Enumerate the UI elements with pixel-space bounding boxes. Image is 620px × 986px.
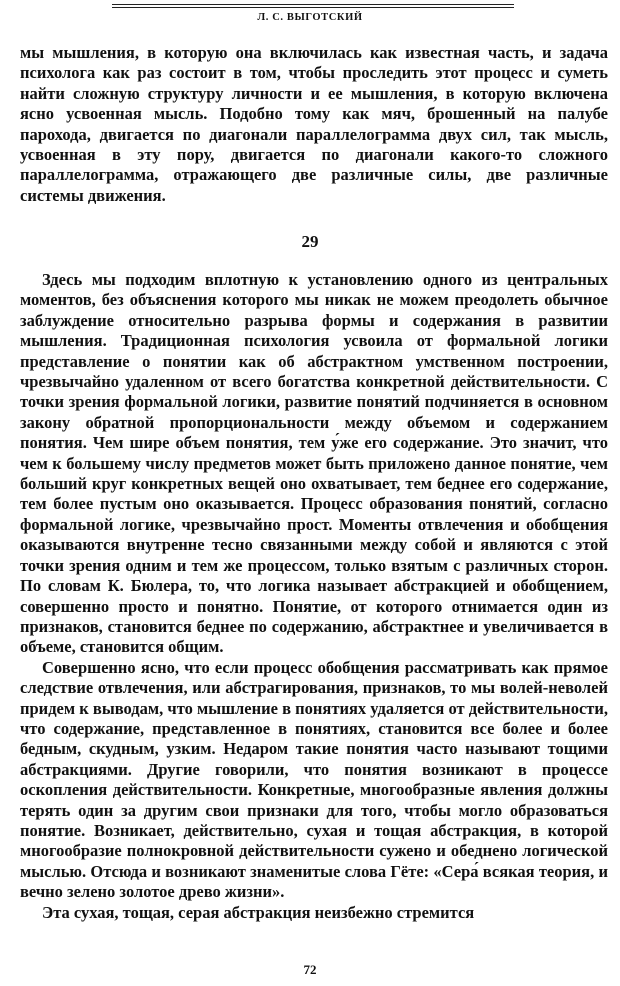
paragraph-continued: мы мышления, в которую она включилась как известная часть, и задача психолога как раз состоит в том, чтобы проследить этот процесс и суметь найти сложную структуру личности и ее мышления, в которую включена ясно усвоенная мысль. Подобно тому как мяч, брошенный на палубе парохода, двигается по диагонали параллелограмма двух сил, так мысль, усвоенная в эту пору, двигается по диагонали какого-то сложного параллелограмма, отражающего две различные силы, две различные системы движения. [20, 43, 608, 205]
text-block-continuation [20, 43, 608, 206]
header-rule-top [112, 4, 514, 5]
header-rule-bottom [112, 7, 514, 8]
section-number: 29 [301, 232, 319, 251]
page-number: 72 [303, 962, 317, 977]
paragraph-abstraction: Совершенно ясно, что если процесс обобщения рассматривать как прямое следствие отвлечения, или абстрагирования, признаков, то мы волей-неволей придем к выводам, что мышление в понятиях удаляется от действительности, что содержание, представленное в понятиях, становится все более и более бедным, скудным, узким. Недаром такие понятия часто называют тощими абстракциями. Другие говорили, что понятия возникают в процессе оскопления действительности. Конкретные, многообразные явления должны терять один за другим свои признаки для того, чтобы могло образоваться понятие. Возникает, действительно, сухая и тощая абстракция, в которой многообразие полнокровной действительности сужено и обеднено логической мыслью. Отсюда и возникают знаменитые слова Гёте: «Сера́ всякая теория, и вечно зелено золотое древо жизни». [20, 657, 608, 902]
running-head: Л. С. ВЫГОТСКИЙ [257, 12, 363, 23]
paragraph-final-line: Эта сухая, тощая, серая абстракция неизбежно стремится [42, 902, 475, 922]
paragraph-form-content: Здесь мы подходим вплотную к установлению одного из центральных моментов, без объяснения которого мы никак не можем преодолеть обычное заблуждение относительно разрыва формы и содержания в развитии мышления. Традиционная психология усвоила от формальной логики представление о понятии как об абстрактном умственном построении, чрезвычайно удаленном от всего богатства конкретной действительности. С точки зрения формальной логики, развитие понятий подчиняется в основном закону обратной пропорциональности между объемом и содержанием понятия. Чем шире объем понятия, тем у́же его содержание. Это значит, что чем к большему числу предметов может быть приложено данное понятие, чем больший круг конкретных вещей оно охватывает, тем беднее его содержание, тем более пустым оно оказывается. Процесс образования понятий, согласно формальной логике, чрезвычайно прост. Моменты отвлечения и обобщения оказываются внутренне тесно связанными между собой и являются с этой точки зрения одним и тем же процессом, только взятым с различных сторон. По словам К. Бюлера, то, что логика называет абстракцией и обобщением, совершенно просто и понятно. Понятие, от которого отнимается один из признаков, становится беднее по содержанию, абстрактнее и увеличивается в объеме, становится общим. [20, 270, 608, 657]
text-block-section [20, 270, 608, 923]
